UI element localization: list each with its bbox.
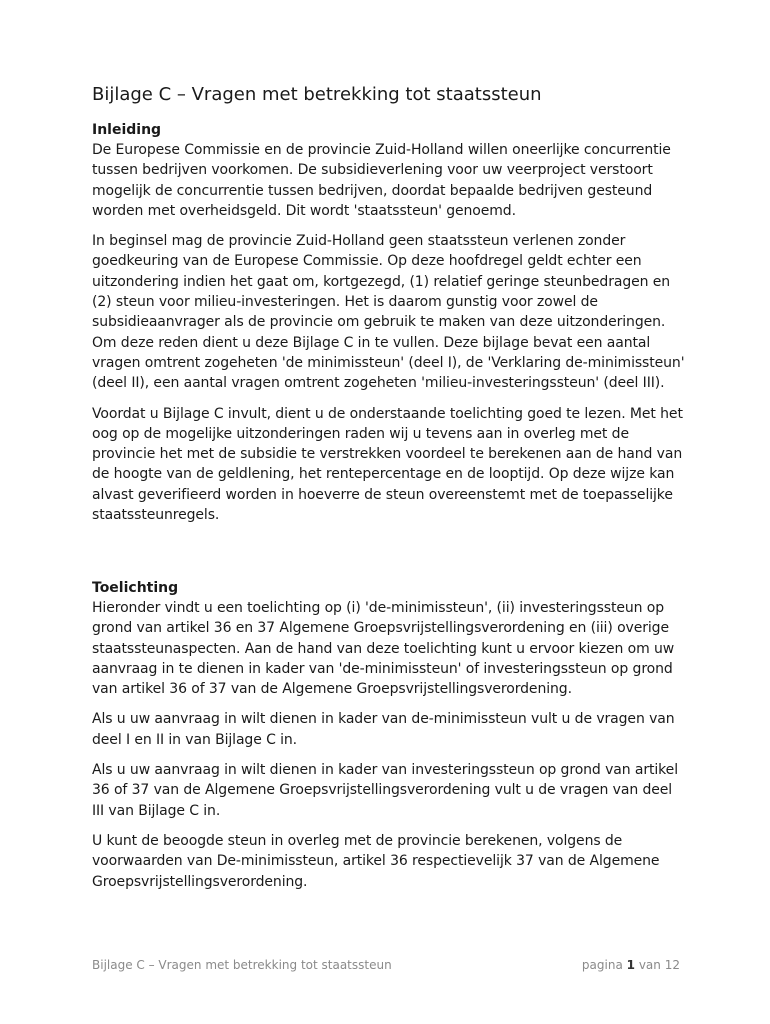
- section-heading: Inleiding: [92, 122, 162, 138]
- page-label: pagina: [581, 958, 623, 972]
- footer-document-title: Bijlage C – Vragen met betrekking tot staatssteun: [92, 958, 392, 972]
- section-heading: Toelichting: [92, 580, 179, 596]
- paragraph: Als u uw aanvraag in wilt dienen in kader van investeringssteun op grond van artikel 36 of 37 van de Algemene Groepsvrijstellingsverordening vult u de vragen van deel III van Bijlage C in.: [92, 762, 678, 819]
- section-toelichting: [92, 578, 688, 902]
- paragraph: U kunt de beoogde steun in overleg met de provincie berekenen, volgens de voorwaarden van De-minimissteun, artikel 36 respectievelijk 37 van de Algemene Groepsvrijstellingsverordening.: [92, 832, 660, 890]
- paragraph: Hieronder vindt u een toelichting op (i) 'de-minimissteun', (ii) investeringssteun op grond van artikel 36 en 37 Algemene Groepsvrijstellingsverordening en (iii) overige staatssteunaspecten. Aan de hand van deze toelichting kunt u ervoor kiezen om uw aanvraag in te dienen in kader van 'de-minimissteun' of investeringssteun op grond van artikel 36 of 37 van de Algemene Groepsvrijstellingsverordening.: [92, 600, 675, 698]
- paragraph: Als u uw aanvraag in wilt dienen in kader van de-minimissteun vult u de vragen van deel I en II in van Bijlage C in.: [92, 711, 675, 748]
- page-number-indicator: [582, 958, 680, 972]
- paragraph: In beginsel mag de provincie Zuid-Holland geen staatssteun verlenen zonder goedkeuring van de Europese Commissie. Op deze hoofdregel geldt echter een uitzondering indien het gaat om, kortgezegd, (1) relatief geringe steunbedragen en (2) steun voor milieu-investeringen. Het is daarom gunstig voor zowel de subsidieaanvrager als de provincie om gebruik te maken van deze uitzonderingen. Om deze reden dient u deze Bijlage C in te vullen. Deze bijlage bevat een aantal vragen omtrent zogeheten 'de minimissteun' (deel I), de 'Verklaring de-minimissteun' (deel II), een aantal vragen omtrent zogeheten 'milieu-investeringssteun' (deel III).: [92, 233, 685, 392]
- document-title: Bijlage C – Vragen met betrekking tot staatssteun: [92, 84, 542, 105]
- paragraph: Voordat u Bijlage C invult, dient u de onderstaande toelichting goed te lezen. Met het oog op de mogelijke uitzonderingen raden wij u tevens aan in overleg met de provincie het met de subsidie te verstrekken voordeel te berekenen aan de hand van de hoogte van de geldlening, het rentepercentage en de looptijd. Op deze wijze kan alvast geverifieerd worden in hoeverre de steun overeenstemt met de toepasselijke staatssteunregels.: [92, 405, 683, 524]
- page-of-label: van: [638, 958, 661, 972]
- total-pages: 12: [664, 958, 680, 972]
- paragraph: De Europese Commissie en de provincie Zuid-Holland willen oneerlijke concurrentie tussen bedrijven voorkomen. De subsidieverlening voor uw veerproject verstoort mogelijk de concurrentie tussen bedrijven, doordat bepaalde bedrijven gesteund worden met overheidsgeld. Dit wordt 'staatssteun' genoemd.: [92, 142, 671, 219]
- section-inleiding: [92, 120, 688, 535]
- current-page-number: 1: [626, 958, 635, 972]
